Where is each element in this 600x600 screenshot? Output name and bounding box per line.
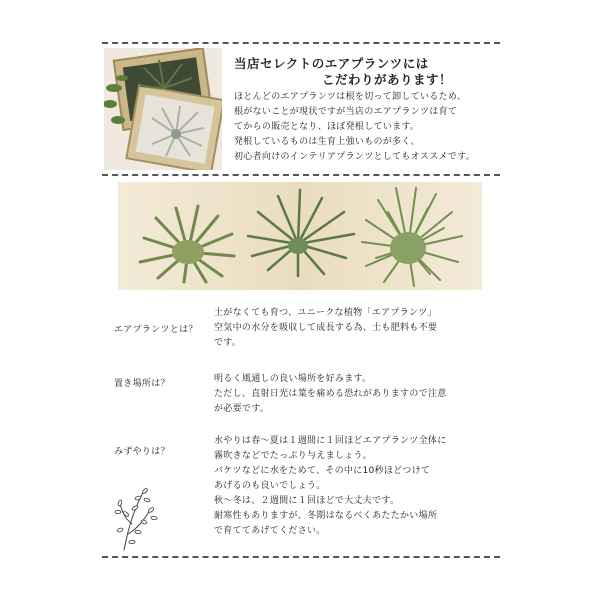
heading-line-2: こだわりがあります！ [322, 72, 453, 87]
intro-line: 根がないことが現状ですが当店のエアプランツは育て [234, 107, 458, 117]
text-line: ただし、直射日光は葉を痛める恐れがありますので注意 [214, 389, 447, 399]
intro-line: ほとんどのエアプランツは根を切って卸しているため、 [234, 92, 467, 102]
text-line: 明るく風通しの良い場所を好みます。 [214, 374, 372, 384]
text-line: 水やりは春〜夏は１週間に１回ほどエアプランツ全体に [214, 436, 447, 446]
text-line: バケツなどに水をためて、その中に10秒ほどつけて [214, 466, 431, 476]
section-label-watering: みずやりは？ [114, 447, 170, 457]
sprig-illustration-icon [114, 484, 170, 552]
intro-line: 発根しているものは生育上強いものが多く、 [234, 137, 420, 147]
section-text-what [214, 306, 437, 351]
text-line: 空気中の水分を吸収して成長する為、土も肥料も不要 [214, 323, 438, 333]
text-line: です。 [214, 338, 242, 348]
text-line: 耐寒性もありますが、冬期はなるべくあたたかい場所 [214, 511, 438, 521]
intro-paragraph [234, 90, 496, 165]
text-line: が必要です。 [214, 404, 270, 414]
text-line: 霧吹きなどでたっぷり与えましょう。 [214, 451, 373, 461]
text-line: あげるのも良いでしょう。 [214, 481, 326, 491]
section-label-what: エアプランツとは？ [114, 325, 198, 335]
divider-top [102, 42, 500, 44]
intro-line: 初心者向けのインテリアプランツとしてもオススメです。 [234, 152, 475, 162]
intro-line: てからの販売となり、ほぼ発根しています。 [234, 122, 420, 132]
text-line: 土がなくても育つ、ユニークな植物「エアプランツ」 [214, 308, 437, 318]
divider-middle [102, 174, 500, 176]
section-text-watering [214, 434, 447, 539]
air-plants-photo [118, 182, 482, 290]
divider-bottom [102, 556, 500, 558]
text-line: で育ててあげてください。 [214, 526, 326, 536]
section-text-placement [214, 372, 447, 417]
section-label-placement: 置き場所は？ [114, 379, 170, 389]
text-line: 秋〜冬は、２週間に１回ほどで大丈夫です。 [214, 496, 400, 506]
framed-plant-photo [104, 48, 222, 170]
heading-line-1: 当店セレクトのエアプランツには [234, 56, 429, 71]
